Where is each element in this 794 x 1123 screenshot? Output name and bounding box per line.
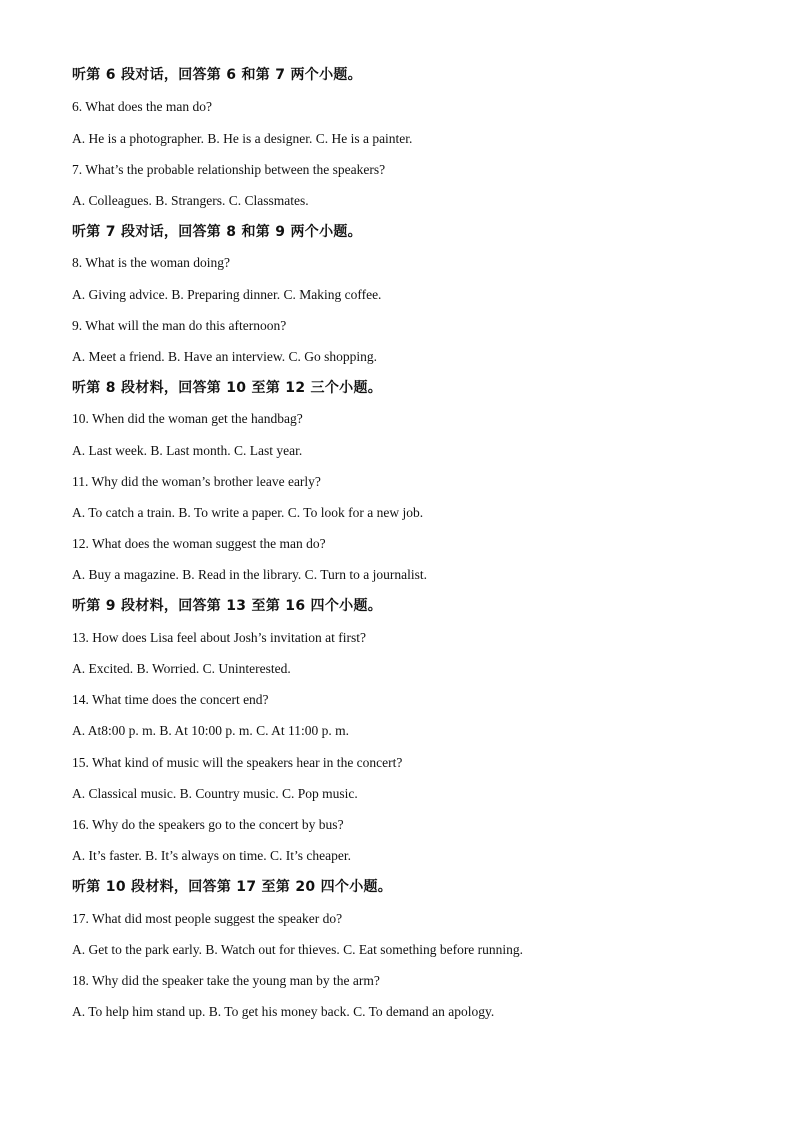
answer-options: A. To catch a train. B. To write a paper. C. To look for a new job. bbox=[72, 505, 424, 520]
answer-options: A. To help him stand up. B. To get his money back. C. To demand an apology. bbox=[72, 1004, 495, 1019]
question-text: 14. What time does the concert end? bbox=[72, 692, 269, 707]
question-text: 6. What does the man do? bbox=[72, 99, 212, 114]
answer-options: A. Colleagues. B. Strangers. C. Classmates. bbox=[72, 193, 309, 208]
answer-options: A. Excited. B. Worried. C. Uninterested. bbox=[72, 661, 291, 676]
answer-options: A. Buy a magazine. B. Read in the library. C. Turn to a journalist. bbox=[72, 567, 427, 582]
question-text: 9. What will the man do this afternoon? bbox=[72, 318, 287, 333]
question-text: 11. Why did the woman’s brother leave early? bbox=[72, 474, 321, 489]
answer-options: A. Get to the park early. B. Watch out for thieves. C. Eat something before running. bbox=[72, 942, 524, 957]
section-heading: 听第 8 段材料，回答第 10 至第 12 三个小题。 bbox=[72, 380, 383, 396]
question-text: 16. Why do the speakers go to the concert by bus? bbox=[72, 817, 344, 832]
question-text: 18. Why did the speaker take the young man by the arm? bbox=[72, 973, 380, 988]
answer-options: A. It’s faster. B. It’s always on time. C. It’s cheaper. bbox=[72, 848, 351, 863]
section-heading: 听第 9 段材料，回答第 13 至第 16 四个小题。 bbox=[72, 598, 383, 614]
answer-options: A. Meet a friend. B. Have an interview. C. Go shopping. bbox=[72, 349, 378, 364]
answer-options: A. Classical music. B. Country music. C. Pop music. bbox=[72, 786, 358, 801]
answer-options: A. He is a photographer. B. He is a designer. C. He is a painter. bbox=[72, 131, 413, 146]
section-heading: 听第 6 段对话，回答第 6 和第 7 两个小题。 bbox=[72, 67, 362, 83]
question-text: 8. What is the woman doing? bbox=[72, 255, 230, 270]
section-heading: 听第 7 段对话，回答第 8 和第 9 两个小题。 bbox=[72, 224, 362, 240]
answer-options: A. Giving advice. B. Preparing dinner. C. Making coffee. bbox=[72, 287, 382, 302]
answer-options: A. At8:00 p. m. B. At 10:00 p. m. C. At 11:00 p. m. bbox=[72, 723, 350, 738]
question-text: 12. What does the woman suggest the man do? bbox=[72, 536, 326, 551]
question-text: 17. What did most people suggest the speaker do? bbox=[72, 911, 343, 926]
question-text: 7. What’s the probable relationship between the speakers? bbox=[72, 162, 386, 177]
answer-options: A. Last week. B. Last month. C. Last year. bbox=[72, 443, 303, 458]
section-heading: 听第 10 段材料，回答第 17 至第 20 四个小题。 bbox=[72, 879, 393, 895]
question-text: 15. What kind of music will the speakers hear in the concert? bbox=[72, 755, 403, 770]
question-text: 10. When did the woman get the handbag? bbox=[72, 411, 303, 426]
question-text: 13. How does Lisa feel about Josh’s invitation at first? bbox=[72, 630, 366, 645]
